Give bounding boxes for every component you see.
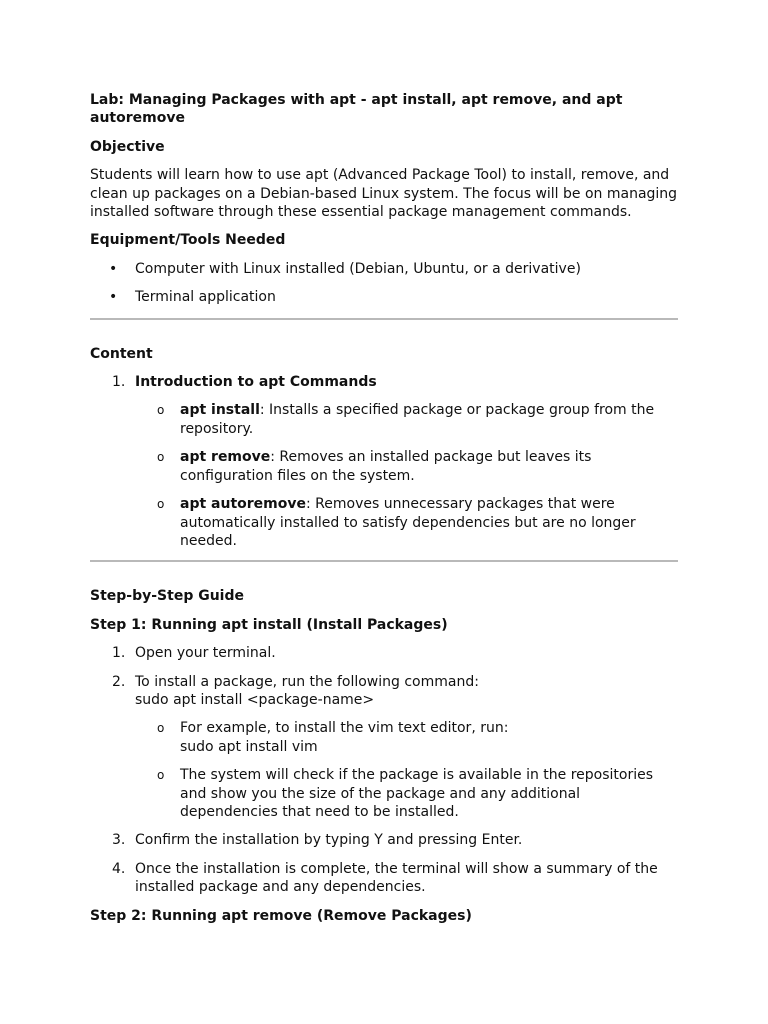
section-divider	[90, 560, 678, 562]
command-name: apt autoremove	[180, 496, 306, 513]
list-item	[135, 495, 678, 550]
list-item	[90, 644, 678, 662]
command-description: : Installs a specified package or package group from the repository.	[180, 402, 655, 437]
content-item-label: Introduction to apt Commands	[135, 374, 377, 391]
command-description: : Removes unnecessary packages that were automatically installed to satisfy dependencies but are no longer needed.	[180, 496, 636, 549]
list-number: 1.	[112, 374, 126, 391]
equipment-heading: Equipment/Tools Needed	[90, 232, 286, 249]
step-text: Confirm the installation by typing Y and pressing Enter.	[135, 832, 523, 849]
commands-list	[135, 401, 678, 550]
command-line: sudo apt install vim	[180, 738, 318, 755]
list-item	[135, 766, 678, 821]
equipment-item-text: Terminal application	[135, 289, 276, 306]
list-number: 3.	[112, 832, 126, 849]
list-number: 4.	[112, 860, 126, 877]
command-description: : Removes an installed package but leaves its configuration files on the system.	[180, 449, 592, 484]
bullet-icon: •	[109, 289, 118, 306]
step1-heading: Step 1: Running apt install (Install Packages)	[90, 616, 448, 633]
guide-heading: Step-by-Step Guide	[90, 588, 244, 605]
sub-bullet-icon: o	[157, 497, 165, 512]
bullet-icon: •	[109, 260, 118, 277]
list-item	[135, 719, 678, 756]
objective-heading: Objective	[90, 138, 165, 155]
list-number: 1.	[112, 645, 126, 662]
step2-sublist	[135, 719, 678, 821]
equipment-item-text: Computer with Linux installed (Debian, Ubuntu, or a derivative)	[135, 260, 581, 277]
sub-step-text: For example, to install the vim text editor, run:	[180, 720, 509, 737]
objective-text: Students will learn how to use apt (Advanced Package Tool) to install, remove, and clean up packages on a Debian-based Linux system. The focus will be on managing installed software through these essential package management commands.	[90, 167, 678, 221]
list-item	[90, 673, 678, 822]
section-divider	[90, 318, 678, 320]
sub-bullet-icon: o	[157, 450, 165, 465]
command-name: apt install	[180, 402, 260, 419]
page-title: Lab: Managing Packages with apt - apt install, apt remove, and apt autoremove	[90, 92, 623, 127]
step-text: Open your terminal.	[135, 645, 276, 662]
command-name: apt remove	[180, 449, 271, 466]
document-page	[90, 91, 678, 935]
list-item	[90, 288, 678, 306]
sub-bullet-icon: o	[157, 403, 165, 418]
list-item	[135, 401, 678, 438]
step-text: To install a package, run the following command:	[135, 673, 479, 690]
list-item	[135, 448, 678, 485]
equipment-list	[90, 260, 678, 307]
list-item	[90, 860, 678, 897]
list-number: 2.	[112, 673, 126, 690]
step-text: Once the installation is complete, the terminal will show a summary of the installed package and any dependencies.	[135, 860, 658, 896]
list-item	[90, 831, 678, 849]
step2-heading: Step 2: Running apt remove (Remove Packages)	[90, 907, 472, 924]
list-item	[90, 260, 678, 278]
list-item	[90, 373, 678, 550]
content-heading: Content	[90, 345, 153, 362]
sub-step-text: The system will check if the package is available in the repositories and show you the size of the package and any additional dependencies that need to be installed.	[180, 767, 654, 820]
step1-list	[90, 644, 678, 896]
sub-bullet-icon: o	[157, 721, 165, 736]
sub-bullet-icon: o	[157, 768, 165, 783]
command-line: sudo apt install <package-name>	[135, 691, 375, 708]
content-list	[90, 373, 678, 550]
